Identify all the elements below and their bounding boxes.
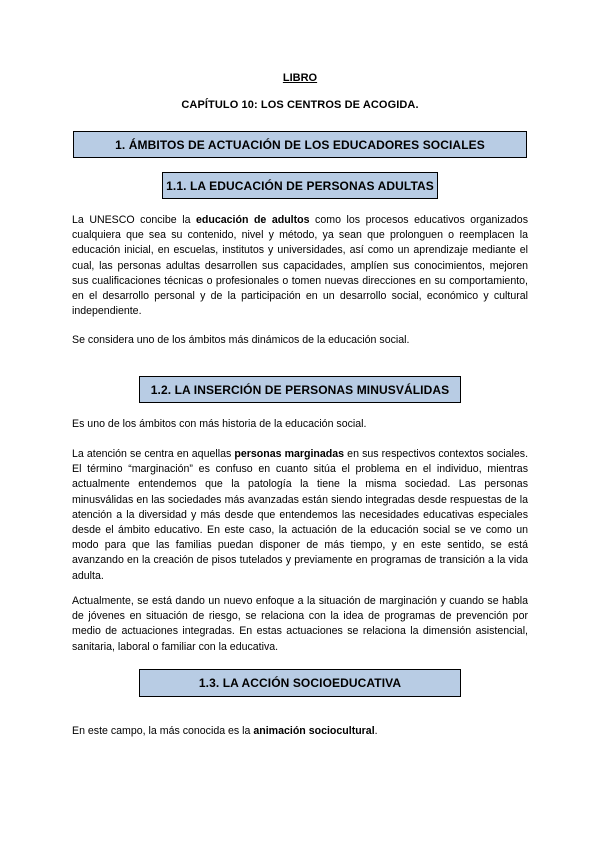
paragraph-text: En este campo, la más conocida es la — [72, 725, 254, 737]
paragraph-marginalized — [72, 447, 528, 584]
paragraph-text: La UNESCO concibe la — [72, 214, 197, 226]
subsection-heading-1-1 — [162, 172, 438, 199]
paragraph-text: La atención se centra en aquellas — [72, 448, 235, 460]
paragraph-text: . — [374, 725, 378, 737]
paragraph-new-approach: Actualmente, se está dando un nuevo enfoque a la situación de marginación y cuando se habla de jóvenes en situación de riesgo, se relaciona con la idea de programas de prevención por medio de actuaciones integradas. En estas actuaciones se relaciona la dimensión asistencial, sanitaria, laboral o familiar con la educativa. — [72, 595, 528, 653]
paragraph-text: en sus respectivos contextos sociales. El término “marginación” es confuso en cuanto sitúa el problema en el individuo, mientras actualmente entendemos que la patología la tiene la misma sociedad. Las personas minusválidas en las sociedades más avanzadas están siendo integradas desde respuestas de la atención a la diversidad y más desde que entendemos las necesidades educativas especiales desde el ámbito educativo. En este caso, la actuación de la educación social se ve como un modo para que las familias puedan disponer de más tiempo, y en este sentido, se está avanzando en la creación de pisos tutelados y previamente en programas de transición a la vida adulta. — [72, 448, 529, 582]
book-title: LIBRO — [282, 72, 318, 84]
paragraph-adult-education — [72, 213, 528, 319]
subsection-heading-1-3 — [139, 669, 461, 697]
paragraph-dynamic-fields: Se considera uno de los ámbitos más dinámicos de la educación social. — [72, 334, 410, 346]
subsection-heading-1-3-text: 1.3. LA ACCIÓN SOCIOEDUCATIVA — [198, 676, 402, 690]
bold-term-sociocultural: animación sociocultural — [253, 725, 375, 737]
subsection-heading-1-2-text: 1.2. LA INSERCIÓN DE PERSONAS MINUSVÁLIDAS — [150, 382, 450, 397]
paragraph-text: como los procesos educativos organizados cualquiera que sea su contenido, nivel y método, ya sean que prolonguen o reemplacen la educación inicial, en escuelas, institutos y universidades, así como un aprendizaje mediante el cual, las personas adultas desarrollen sus capacidades, amplíen sus conocimientos, mejoren sus cualificaciones técnicas o profesionales o tomen nuevas direcciones en su comportamiento, en el desarrollo personal y de la participación en un desarrollo social, económico y cultural independiente. — [72, 214, 528, 318]
section-heading-1 — [73, 131, 527, 158]
subsection-heading-1-1-text: 1.1. LA EDUCACIÓN DE PERSONAS ADULTAS — [166, 178, 434, 193]
paragraph-history: Es uno de los ámbitos con más historia de la educación social. — [72, 418, 367, 430]
subsection-heading-1-2 — [139, 376, 461, 403]
paragraph-socio-educational — [72, 724, 528, 739]
bold-term-adult-education: educación de adultos — [196, 214, 310, 226]
section-heading-1-text: 1. ÁMBITOS DE ACTUACIÓN DE LOS EDUCADORES SOCIALES — [115, 137, 485, 152]
bold-term-marginalized: personas marginadas — [234, 448, 345, 460]
chapter-title: CAPÍTULO 10: LOS CENTROS DE ACOGIDA. — [181, 99, 419, 111]
